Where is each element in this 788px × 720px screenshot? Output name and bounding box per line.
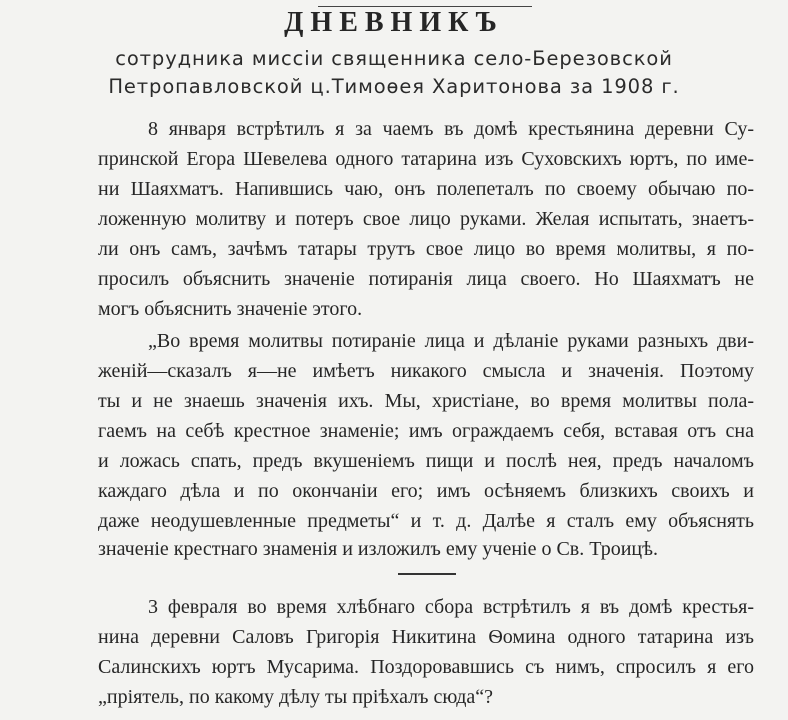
text-line: могъ объяснить значенiе этого.: [98, 298, 363, 320]
text-line: значенiе крестнаго знаменiя и изложилъ ему ученiе о Св. Троицѣ.: [98, 538, 658, 560]
text-line: даже неодушевленные предметы“ и т. д. Далѣе я сталъ ему объяснять: [98, 510, 754, 532]
text-line: ли онъ самъ, зачѣмъ татары трутъ свое лицо во время молитвы, я по-: [98, 238, 754, 260]
text-line: „Во время молитвы потиранiе лица и дѣланiе руками разныхъ дви-: [148, 330, 754, 352]
text-line: 3 февраля во время хлѣбнаго сбора встрѣтилъ я въ домѣ крестья-: [148, 596, 754, 618]
page-title: ДНЕВНИКЪ: [284, 7, 504, 38]
text-line: ни Шаяхматъ. Напившись чаю, онъ полепеталъ по своему обычаю по-: [98, 178, 754, 200]
text-line: гаемъ на себѣ крестное знаменiе; имъ ограждаемъ себя, вставая отъ сна: [98, 420, 754, 442]
text-line: ложенную молитву и потеръ свое лицо руками. Желая испытать, знаетъ-: [98, 208, 754, 230]
text-line: нина деревни Саловъ Григорiя Никитина Ѳомина одного татарина изъ: [98, 626, 754, 648]
text-line: ты и не знаешь значенiя ихъ. Мы, христiане, во время молитвы пола-: [98, 390, 754, 412]
text-line: „прiятель, по какому дѣлу ты прiѣхалъ сюда“?: [98, 686, 494, 708]
text-line: принской Егора Шевелева одного татарина изъ Суховскихъ юртъ, по име-: [98, 148, 754, 170]
subtitle-line-1: сотрудника миссiи священника село-Березовской: [115, 47, 673, 70]
text-line: женiй—сказалъ я—не имѣетъ никакого смысла и значенiя. Поэтому: [98, 360, 754, 382]
text-line: Салинскихъ юртъ Мусарима. Поздоровавшись съ нимъ, спросилъ я его: [98, 656, 754, 678]
text-line: каждаго дѣла и по окончанiи его; имъ осѣняемъ близкихъ своихъ и: [98, 480, 754, 502]
subtitle-line-2: Петропавловской ц.Тимоѳея Харитонова за 1908 г.: [108, 75, 680, 98]
section-separator: [398, 573, 456, 575]
text-line: 8 января встрѣтилъ я за чаемъ въ домѣ крестьянина деревни Су-: [148, 118, 754, 140]
text-line: и ложась спать, предъ вкушенiемъ пищи и послѣ нея, предъ началомъ: [98, 450, 754, 472]
text-line: просилъ объяснить значенiе потиранiя лица своего. Но Шаяхматъ не: [98, 268, 754, 290]
